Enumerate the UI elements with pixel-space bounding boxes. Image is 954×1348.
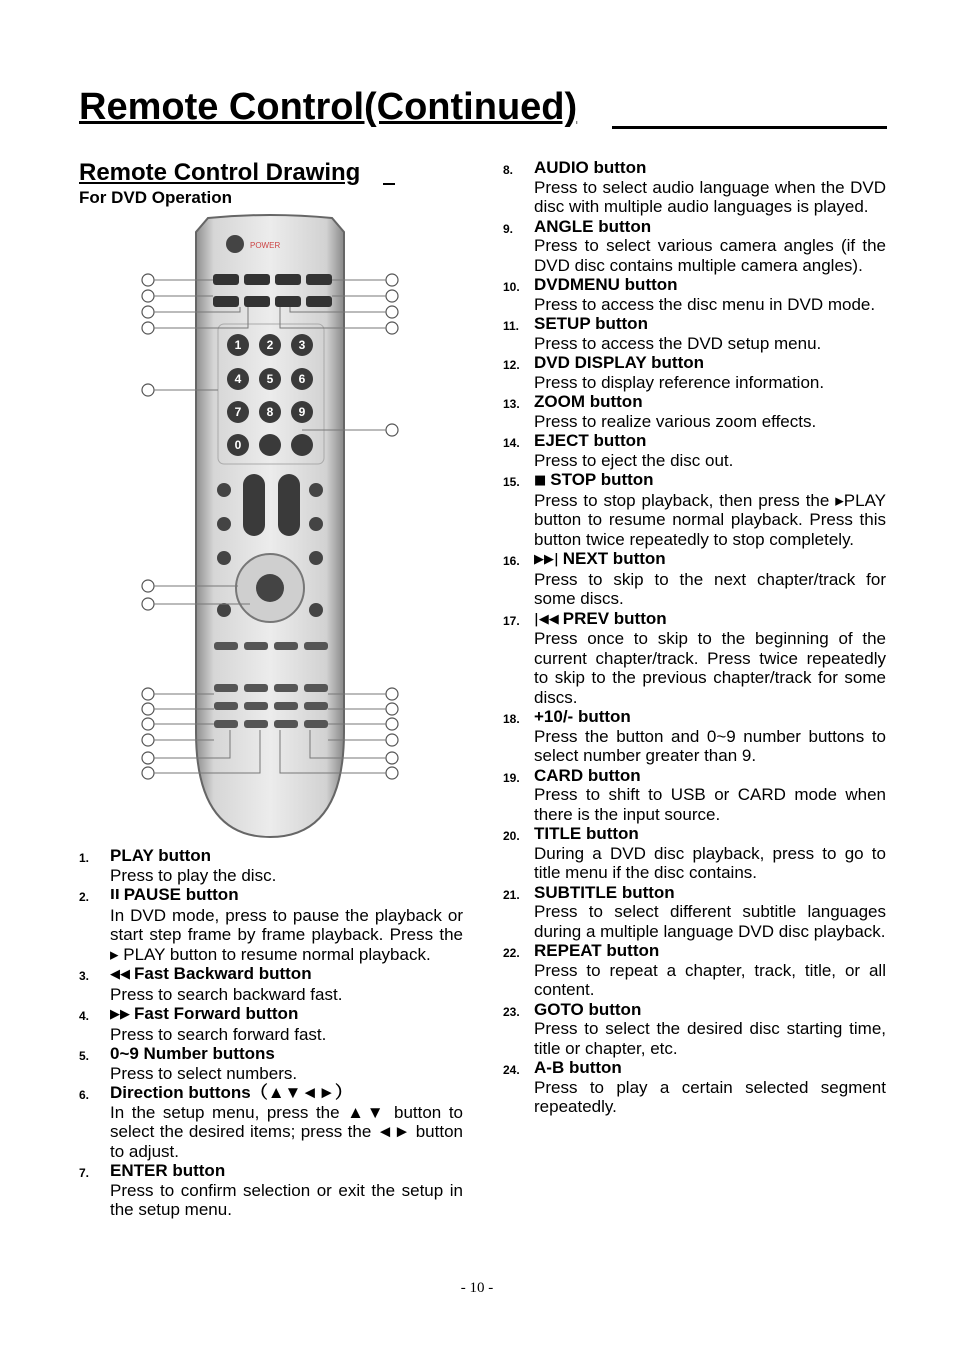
- left-button-list: [79, 846, 463, 1220]
- item-title: [534, 609, 886, 630]
- item-description: Press to search forward fast.: [110, 1024, 327, 1044]
- item-title: [534, 431, 886, 451]
- button-symbol-icon: |◀◀: [534, 611, 559, 627]
- button-symbol-icon: ■: [534, 473, 547, 488]
- item-title: [534, 1000, 886, 1020]
- item-number: 17.: [503, 613, 520, 628]
- item-title-text: Fast Forward button: [134, 1004, 299, 1023]
- svg-text:8: 8: [266, 405, 274, 419]
- list-item: [503, 275, 886, 314]
- list-item: [503, 158, 886, 217]
- item-description: Press to access the DVD setup menu.: [534, 333, 822, 353]
- list-item: [503, 824, 886, 883]
- item-title-text: EJECT button: [534, 431, 647, 450]
- item-number: 11.: [503, 319, 520, 333]
- list-item: [503, 609, 886, 708]
- item-description: Press to play the disc.: [110, 865, 277, 885]
- list-item: [503, 470, 886, 549]
- item-title-text: 0~9 Number buttons: [110, 1044, 275, 1063]
- item-number: 18.: [503, 712, 520, 726]
- item-title-text: PLAY button: [110, 846, 212, 865]
- item-description: Press to shift to USB or CARD mode when there is the input source.: [534, 785, 886, 824]
- item-title-text: ENTER button: [110, 1161, 226, 1180]
- item-title-text: DVD DISPLAY button: [534, 353, 705, 372]
- svg-text:1: 1: [234, 338, 242, 352]
- list-item: [79, 1083, 463, 1161]
- item-description: Press to select the desired disc starting time, title or chapter, etc.: [534, 1019, 886, 1058]
- item-title-text: DVDMENU button: [534, 275, 678, 294]
- item-description: Press to confirm selection or exit the setup in the setup menu.: [110, 1180, 463, 1219]
- list-item: [503, 353, 886, 392]
- right-button-list: [503, 158, 886, 1117]
- item-number: 14.: [503, 436, 520, 450]
- item-description: Press to skip to the next chapter/track for some discs.: [534, 569, 886, 608]
- item-number: 9.: [503, 221, 514, 236]
- item-number: 8.: [503, 163, 514, 177]
- item-number: 21.: [503, 887, 520, 902]
- item-title-text: GOTO button: [534, 999, 642, 1019]
- svg-text:4: 4: [234, 372, 242, 386]
- item-description: Press to select audio language when the DVD disc with multiple audio languages is played.: [534, 177, 886, 216]
- section-title: Remote Control Drawing: [79, 159, 361, 186]
- list-item: [503, 883, 886, 942]
- item-number: 7.: [79, 1166, 90, 1180]
- item-description: Press to select various camera angles (if the DVD disc contains multiple camera angles).: [534, 236, 886, 275]
- svg-text:5: 5: [266, 372, 274, 386]
- item-number: 13.: [503, 397, 520, 411]
- item-number: 16.: [503, 554, 520, 568]
- item-description: Press to display reference information.: [534, 372, 825, 392]
- svg-text:6: 6: [298, 372, 306, 386]
- item-number: 22.: [503, 946, 520, 960]
- item-title: [534, 470, 886, 491]
- item-title: [534, 941, 886, 961]
- item-title-text: Direction buttons（▲▼◄►）: [110, 1083, 353, 1102]
- item-title-text: +10/- button: [534, 707, 631, 726]
- item-title-text: AUDIO button: [534, 158, 647, 177]
- item-title: [534, 353, 886, 373]
- list-item: [503, 431, 886, 470]
- item-number: 3.: [79, 969, 90, 983]
- item-description: Press to search backward fast.: [110, 984, 343, 1004]
- item-number: 10.: [503, 280, 520, 294]
- item-description: Press to access the disc menu in DVD mode.: [534, 294, 876, 314]
- remote-control-illustration: [130, 212, 410, 842]
- item-title: [110, 885, 463, 906]
- item-title: [534, 392, 886, 412]
- item-title-text: A-B button: [534, 1058, 622, 1077]
- button-symbol-icon: ▶▶: [110, 1007, 130, 1022]
- item-number: 2.: [79, 890, 90, 904]
- list-item: [503, 1058, 886, 1117]
- item-description: Press once to skip to the beginning of the current chapter/track. Press twice repeatedly to skip to the previous chapter/track for some discs.: [534, 629, 886, 707]
- item-number: 20.: [503, 829, 520, 843]
- item-description: Press to select numbers.: [110, 1063, 298, 1083]
- item-title: [110, 1083, 463, 1103]
- svg-text:3: 3: [298, 338, 306, 352]
- list-item: [503, 314, 886, 353]
- item-title: [534, 824, 886, 844]
- item-title: [534, 314, 886, 334]
- item-title-text: ANGLE button: [534, 216, 652, 236]
- item-title-text: ZOOM button: [534, 392, 643, 411]
- item-description: Press to repeat a chapter, track, title, or all content.: [534, 960, 886, 999]
- title-underline: [612, 126, 887, 129]
- item-title-text: NEXT button: [562, 549, 666, 568]
- item-title: [110, 1044, 463, 1064]
- item-title: [534, 275, 886, 295]
- item-title: [534, 707, 886, 727]
- item-description: Press to stop playback, then press the ▸PLAY button to resume normal playback. Press this button twice repeatedly to stop completely.: [534, 490, 886, 549]
- item-description: Press to select different subtitle languages during a multiple language DVD disc playback.: [534, 902, 886, 941]
- list-item: [79, 1161, 463, 1220]
- button-symbol-icon: ◀◀: [110, 967, 130, 982]
- item-title-text: TITLE button: [534, 824, 639, 843]
- item-description: In DVD mode, press to pause the playback or start step frame by frame playback. Press the ▸ PLAY button to resume normal playback.: [110, 905, 463, 964]
- item-title: [110, 964, 463, 985]
- section-subtitle: For DVD Operation: [79, 188, 233, 207]
- item-title-text: CARD button: [534, 765, 641, 785]
- item-title-text: PREV button: [562, 608, 667, 628]
- svg-text:7: 7: [234, 405, 242, 419]
- item-number: 24.: [503, 1063, 520, 1077]
- item-title-text: SETUP button: [534, 314, 648, 333]
- list-item: [503, 707, 886, 766]
- list-item: [79, 964, 463, 1004]
- item-number: 15.: [503, 475, 520, 489]
- item-description: Press to eject the disc out.: [534, 450, 734, 470]
- item-number: 12.: [503, 358, 520, 372]
- item-number: 5.: [79, 1049, 90, 1063]
- list-item: [503, 392, 886, 431]
- item-title: [534, 883, 886, 903]
- item-title-text: Fast Backward button: [134, 964, 312, 983]
- item-title-text: SUBTITLE button: [534, 882, 675, 902]
- button-symbol-icon: ▶▶|: [534, 552, 559, 567]
- item-description: Press the button and 0~9 number buttons to select number greater than 9.: [534, 726, 886, 765]
- item-number: 6.: [79, 1088, 90, 1102]
- svg-text:9: 9: [298, 405, 306, 419]
- item-title: [110, 1161, 463, 1181]
- list-item: [79, 885, 463, 964]
- list-item: [503, 549, 886, 609]
- item-title: [534, 217, 886, 237]
- item-title-text: STOP button: [550, 470, 654, 489]
- item-number: 19.: [503, 770, 520, 785]
- item-title: [534, 1058, 886, 1078]
- list-item: [79, 1004, 463, 1044]
- item-title-text: PAUSE button: [123, 885, 239, 904]
- item-title: [534, 158, 886, 178]
- item-description: During a DVD disc playback, press to go to title menu if the disc contains.: [534, 843, 886, 882]
- list-item: [79, 1044, 463, 1083]
- item-number: 4.: [79, 1009, 90, 1023]
- item-title-text: REPEAT button: [534, 941, 660, 960]
- item-title: [110, 846, 463, 866]
- svg-text:0: 0: [234, 438, 242, 452]
- list-item: [503, 766, 886, 825]
- list-item: [503, 217, 886, 276]
- item-number: 1.: [79, 851, 90, 865]
- list-item: [79, 846, 463, 885]
- button-symbol-icon: II: [110, 888, 120, 903]
- item-description: Press to realize various zoom effects.: [534, 411, 817, 431]
- item-title: [110, 1004, 463, 1025]
- section-title-underline: [383, 183, 395, 185]
- item-title: [534, 766, 886, 786]
- item-description: Press to play a certain selected segment repeatedly.: [534, 1077, 886, 1116]
- list-item: [503, 941, 886, 1000]
- list-item: [503, 1000, 886, 1059]
- item-number: 23.: [503, 1004, 520, 1019]
- svg-text:2: 2: [266, 338, 274, 352]
- page-number: - 10 -: [460, 1280, 494, 1296]
- item-description: In the setup menu, press the ▲▼ button to select the desired items; press the ◄► button to adjust.: [110, 1102, 463, 1161]
- power-label: POWER: [250, 241, 281, 250]
- item-title: [534, 549, 886, 570]
- page-title: Remote Control(Continued): [79, 86, 578, 128]
